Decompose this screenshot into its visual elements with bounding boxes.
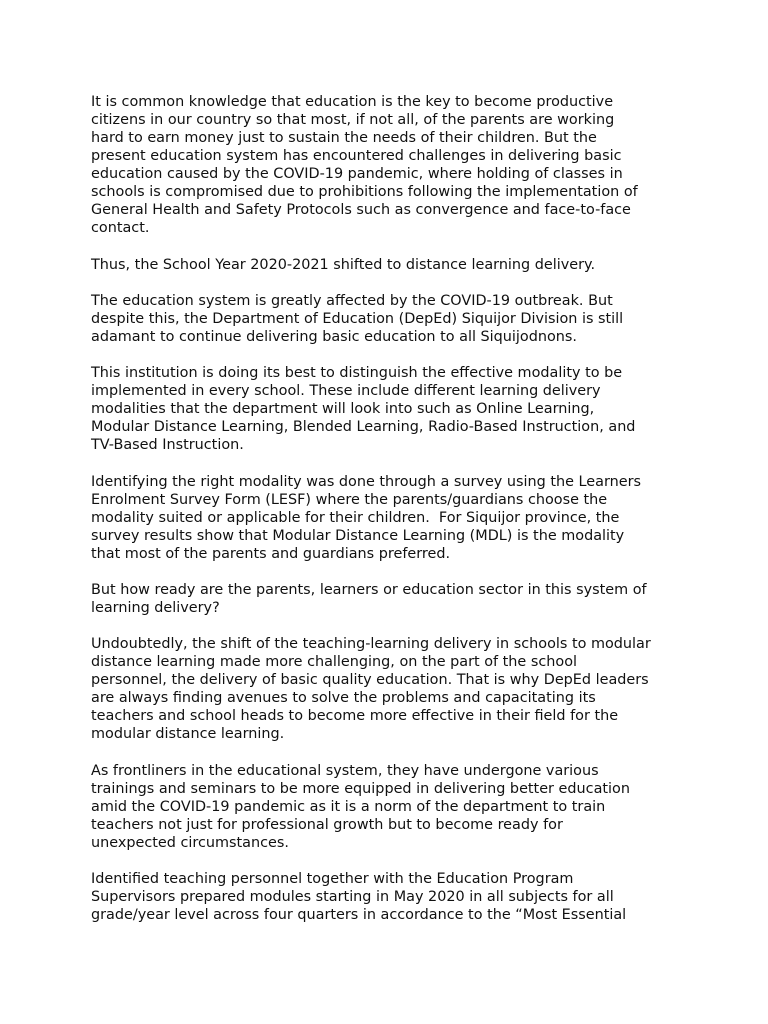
- text-line: learning delivery?: [91, 600, 220, 616]
- text-line: that most of the parents and guardians preferred.: [91, 546, 451, 562]
- text-line: citizens in our country so that most, if not all, of the parents are working: [91, 112, 615, 128]
- text-line: modular distance learning.: [91, 726, 285, 742]
- text-line: unexpected circumstances.: [91, 835, 289, 851]
- text-line: It is common knowledge that education is the key to become productive: [91, 94, 614, 110]
- text-line: modality suited or applicable for their children. For Siquijor province, the: [91, 510, 620, 526]
- text-line: Thus, the School Year 2020-2021 shifted to distance learning delivery.: [91, 257, 596, 273]
- text-line: teachers and school heads to become more effective in their field for the: [91, 708, 619, 724]
- text-line: Enrolment Survey Form (LESF) where the parents/guardians choose the: [91, 492, 608, 508]
- text-line: hard to earn money just to sustain the needs of their children. But the: [91, 130, 597, 146]
- text-line: despite this, the Department of Education (DepEd) Siquijor Division is still: [91, 311, 624, 327]
- text-line: schools is compromised due to prohibitions following the implementation of: [91, 184, 638, 200]
- text-line: The education system is greatly affected by the COVID-19 outbreak. But: [91, 293, 613, 309]
- text-line: TV-Based Instruction.: [91, 437, 244, 453]
- text-line: education caused by the COVID-19 pandemic, where holding of classes in: [91, 166, 623, 182]
- text-line: grade/year level across four quarters in accordance to the “Most Essential: [91, 907, 627, 923]
- text-line: But how ready are the parents, learners or education sector in this system of: [91, 582, 647, 598]
- text-line: This institution is doing its best to distinguish the effective modality to be: [91, 365, 623, 381]
- text-line: trainings and seminars to be more equipped in delivering better education: [91, 781, 630, 797]
- text-line: personnel, the delivery of basic quality education. That is why DepEd leaders: [91, 672, 649, 688]
- text-line: As frontliners in the educational system, they have undergone various: [91, 763, 599, 779]
- text-line: General Health and Safety Protocols such as convergence and face-to-face: [91, 202, 631, 218]
- text-line: Identified teaching personnel together with the Education Program: [91, 871, 574, 887]
- text-line: implemented in every school. These include different learning delivery: [91, 383, 601, 399]
- text-line: amid the COVID-19 pandemic as it is a norm of the department to train: [91, 799, 606, 815]
- text-line: are always finding avenues to solve the problems and capacitating its: [91, 690, 596, 706]
- text-line: survey results show that Modular Distance Learning (MDL) is the modality: [91, 528, 625, 544]
- text-line: Modular Distance Learning, Blended Learning, Radio-Based Instruction, and: [91, 419, 636, 435]
- text-line: Undoubtedly, the shift of the teaching-learning delivery in schools to modular: [91, 636, 651, 652]
- text-line: teachers not just for professional growth but to become ready for: [91, 817, 563, 833]
- text-line: contact.: [91, 220, 150, 236]
- text-line: Supervisors prepared modules starting in May 2020 in all subjects for all: [91, 889, 614, 905]
- text-line: present education system has encountered challenges in delivering basic: [91, 148, 622, 164]
- text-line: distance learning made more challenging, on the part of the school: [91, 654, 577, 670]
- text-line: modalities that the department will look into such as Online Learning,: [91, 401, 595, 417]
- text-line: adamant to continue delivering basic education to all Siquijodnons.: [91, 329, 577, 345]
- text-line: Identifying the right modality was done through a survey using the Learners: [91, 474, 642, 490]
